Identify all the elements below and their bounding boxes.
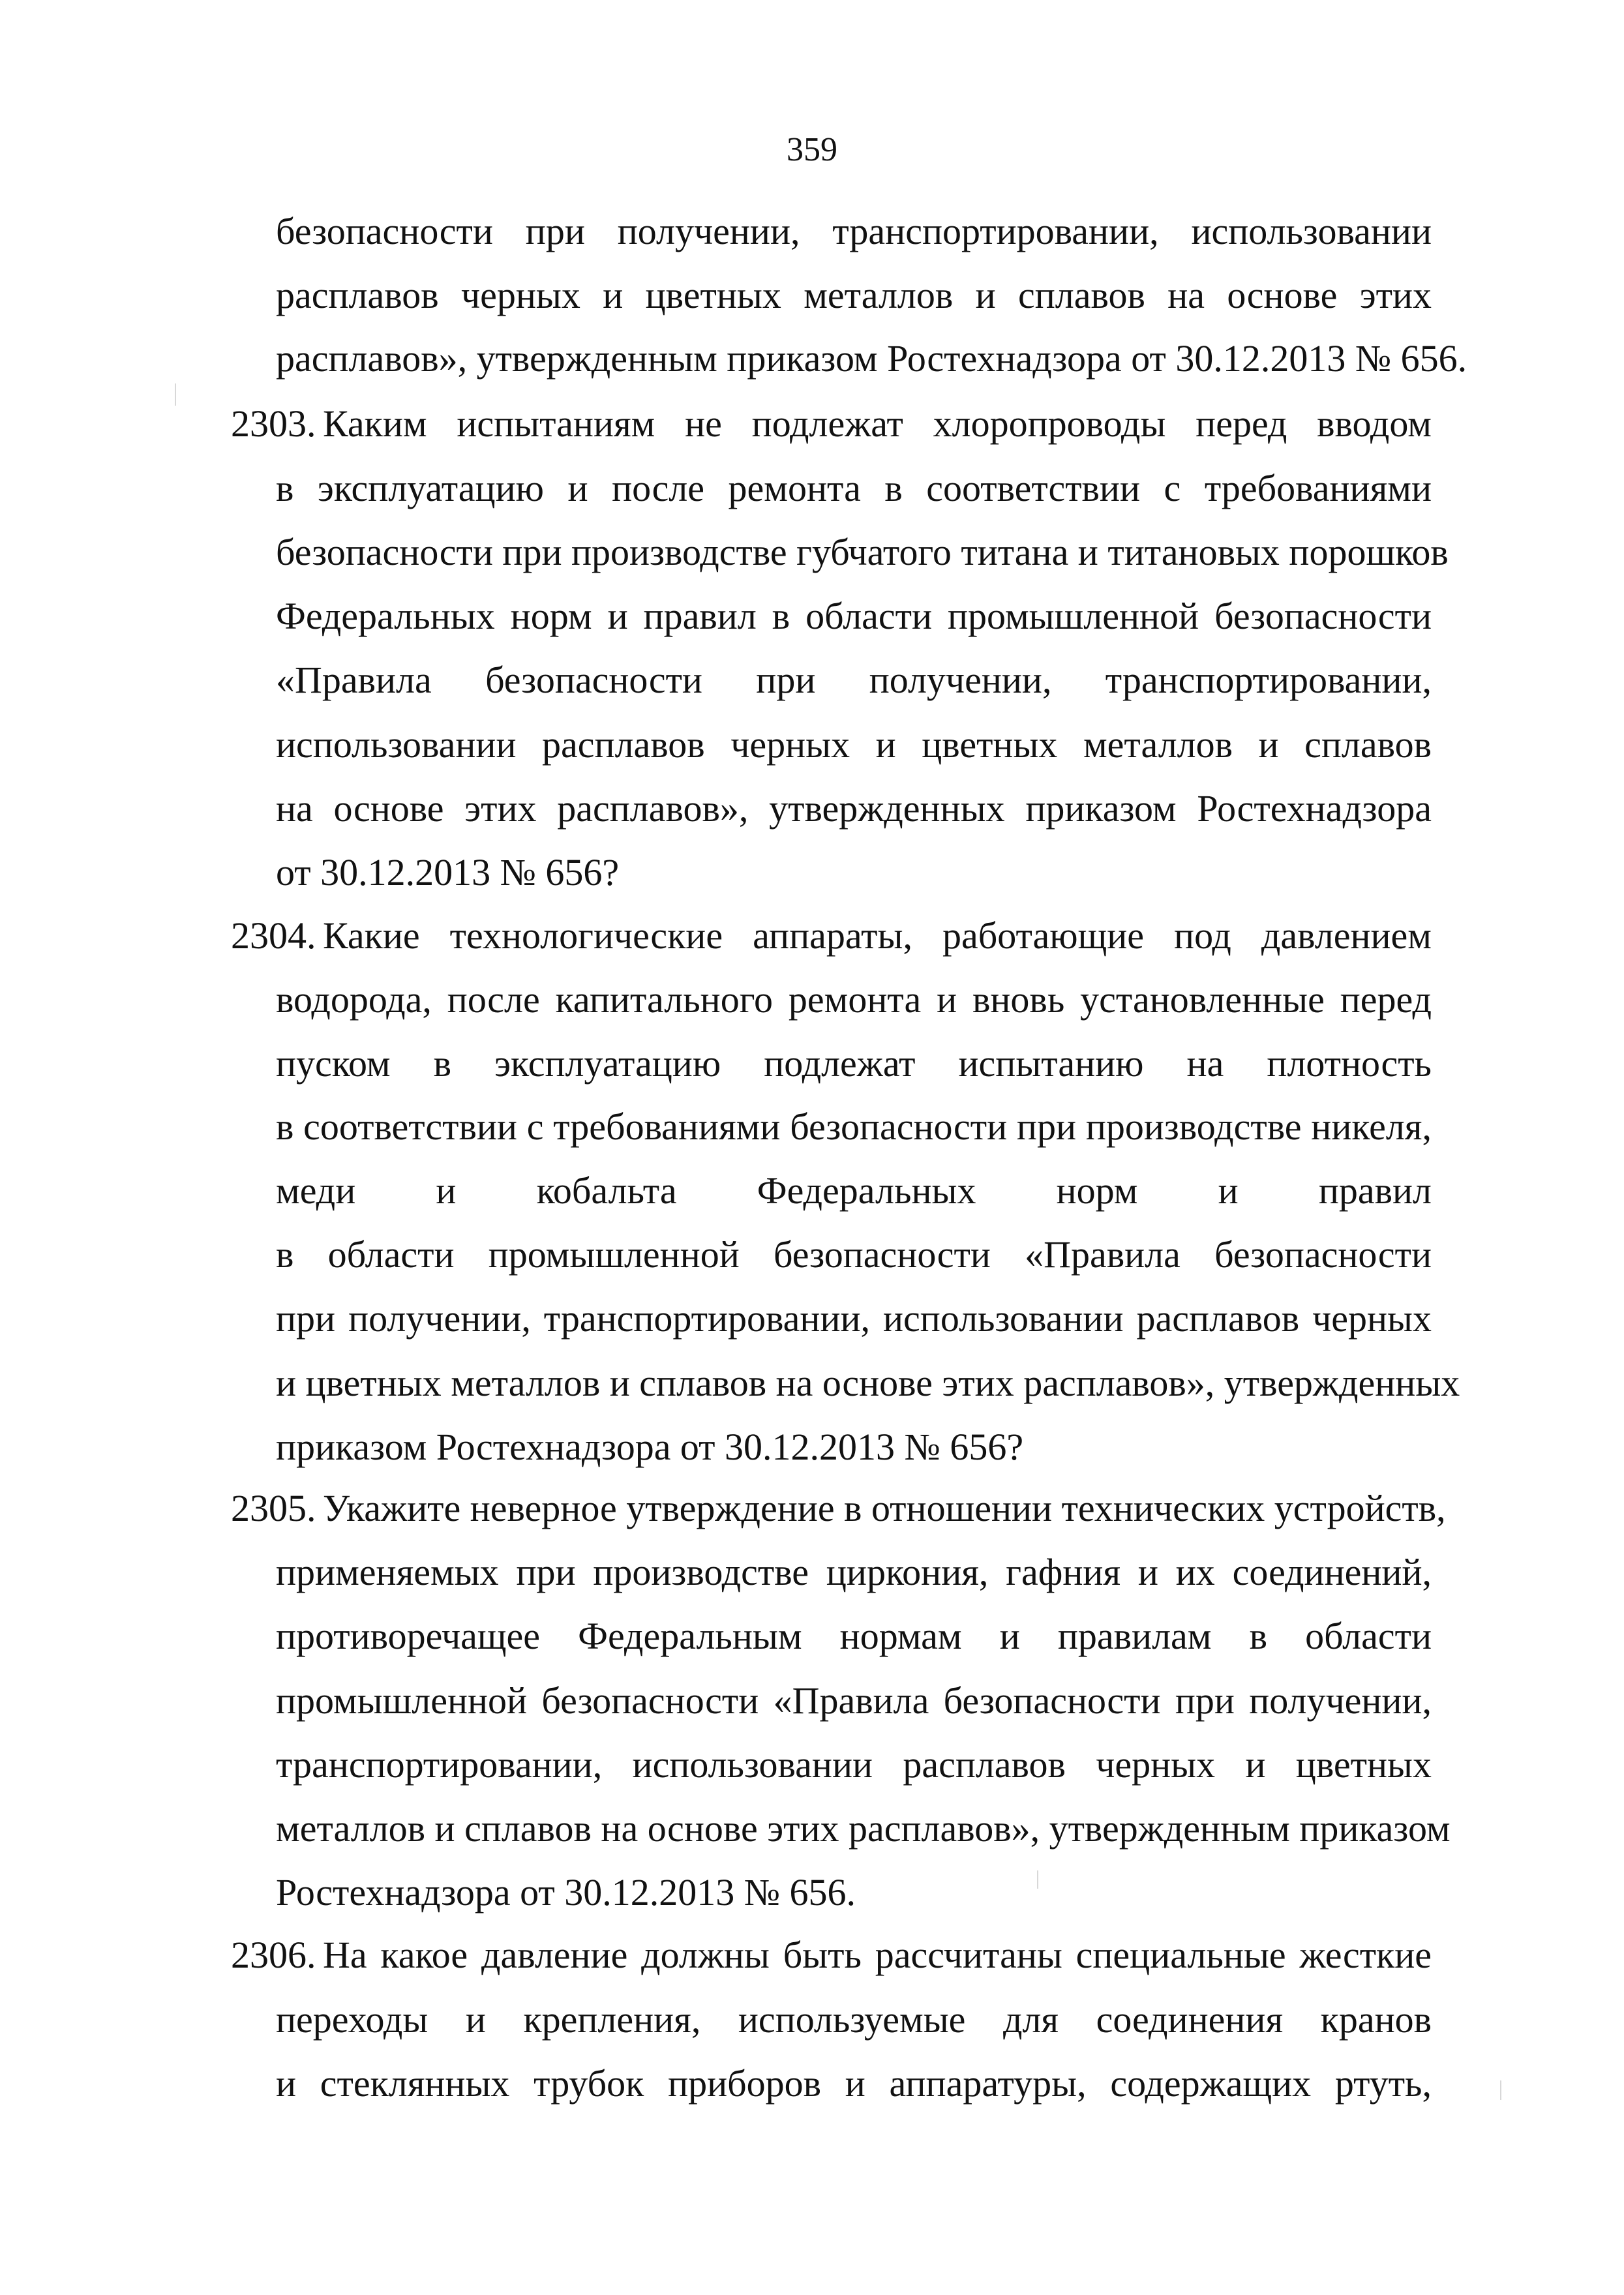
text-line: противоречащее Федеральным нормам и правилам в области [276,1615,1432,1657]
text-line: в эксплуатацию и после ремонта в соответствии с требованиями [276,467,1432,509]
text-line: Ростехнадзора от 30.12.2013 № 656. [276,1871,856,1913]
text-line: На какое давление должны быть рассчитаны специальные жесткие [323,1934,1432,1976]
question-number: 2303. [231,402,316,445]
page-number: 359 [787,131,837,168]
text-line: пуском в эксплуатацию подлежат испытанию на плотность [276,1042,1432,1085]
text-line: при получении, транспортировании, использовании расплавов черных [276,1297,1432,1340]
text-line: на основе этих расплавов», утвержденных приказом Ростехнадзора [276,787,1432,830]
scan-artifact-mark [1037,1870,1038,1889]
scan-artifact-mark [175,383,176,406]
text-line: Какие технологические аппараты, работающие под давлением [323,914,1432,957]
question-number: 2306. [231,1934,316,1976]
text-line: и стеклянных трубок приборов и аппаратуры, содержащих ртуть, [276,2062,1432,2105]
text-line: и цветных металлов и сплавов на основе этих расплавов», утвержденных [276,1362,1460,1404]
text-line: в области промышленной безопасности «Правила безопасности [276,1233,1432,1276]
text-line: безопасности при получении, транспортировании, использовании [276,210,1432,252]
text-line: транспортировании, использовании расплавов черных и цветных [276,1743,1432,1786]
question-number: 2305. [231,1487,316,1529]
text-line: от 30.12.2013 № 656? [276,851,620,893]
text-line: Укажите неверное утверждение в отношении технических устройств, [323,1487,1446,1529]
text-line: металлов и сплавов на основе этих расплавов», утвержденным приказом [276,1807,1451,1850]
text-line: водорода, после капитального ремонта и вновь установленные перед [276,978,1432,1021]
text-line: расплавов», утвержденным приказом Ростехнадзора от 30.12.2013 № 656. [276,337,1467,380]
text-line: меди и кобальта Федеральных норм и правил [276,1169,1432,1212]
text-line: в соответствии с требованиями безопасности при производстве никеля, [276,1105,1432,1148]
question-number: 2304. [231,914,316,957]
text-line: применяемых при производстве циркония, гафния и их соединений, [276,1551,1432,1593]
text-line: «Правила безопасности при получении, транспортировании, [276,659,1432,701]
text-line: промышленной безопасности «Правила безопасности при получении, [276,1679,1432,1722]
text-line: расплавов черных и цветных металлов и сплавов на основе этих [276,274,1432,316]
text-line: Каким испытаниям не подлежат хлоропроводы перед вводом [323,402,1432,445]
text-line: безопасности при производстве губчатого титана и титановых порошков [276,531,1449,573]
scan-artifact-mark [1500,2080,1501,2100]
text-line: использовании расплавов черных и цветных металлов и сплавов [276,723,1432,766]
text-line: Федеральных норм и правил в области промышленной безопасности [276,595,1432,637]
text-line: приказом Ростехнадзора от 30.12.2013 № 656? [276,1426,1024,1468]
text-line: переходы и крепления, используемые для соединения кранов [276,1998,1432,2041]
